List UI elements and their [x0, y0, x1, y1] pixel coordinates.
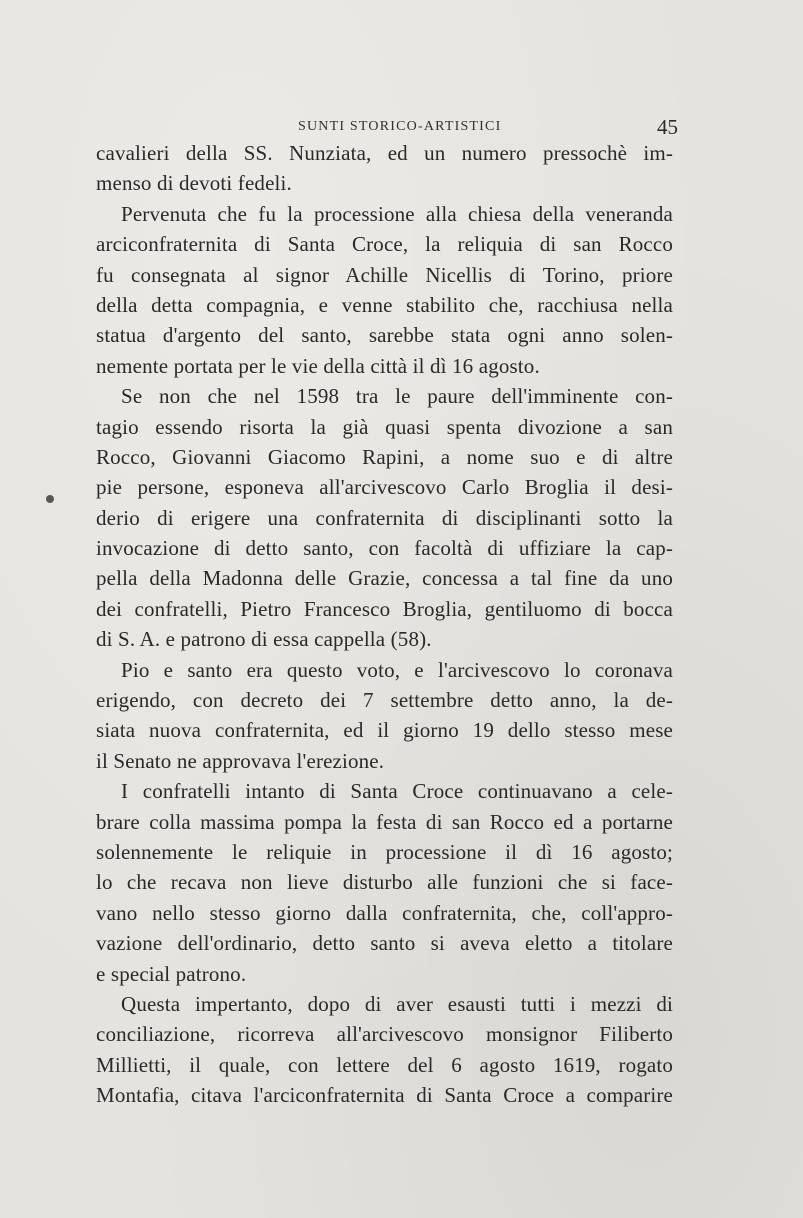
text-line: lo che recava non lieve disturbo alle funzioni che si face- [96, 870, 673, 895]
text-line: conciliazione, ricorreva all'arcivescovo monsignor Filiberto [96, 1022, 673, 1047]
text-line: vano nello stesso giorno dalla confraternita, che, coll'appro- [96, 900, 673, 925]
text-line: il Senato ne approvava l'erezione. [96, 748, 385, 773]
text-line: vazione dell'ordinario, detto santo si aveva eletto a titolare [96, 931, 673, 956]
text-line: di S. A. e patrono di essa cappella (58). [96, 627, 432, 652]
text-line: statua d'argento del santo, sarebbe stata ogni anno solen- [96, 323, 673, 348]
text-line: nemente portata per le vie della città il dì 16 agosto. [96, 353, 540, 378]
text-line: della detta compagnia, e venne stabilito che, racchiusa nella [96, 292, 673, 317]
page-header [298, 117, 678, 139]
text-line: menso di devoti fedeli. [96, 171, 292, 196]
text-line: Pio e santo era questo voto, e l'arcivescovo lo coronava [121, 657, 673, 682]
body-text [96, 138, 673, 1111]
text-line: solennemente le reliquie in processione il dì 16 agosto; [96, 839, 673, 864]
text-line: Questa impertanto, dopo di aver esausti tutti i mezzi di [121, 991, 673, 1016]
text-line: e special patrono. [96, 961, 247, 986]
text-line: Rocco, Giovanni Giacomo Rapini, a nome suo e di altre [96, 444, 673, 469]
text-line: Se non che nel 1598 tra le paure dell'imminente con- [121, 384, 673, 409]
text-line: dei confratelli, Pietro Francesco Broglia, gentiluomo di bocca [96, 596, 673, 621]
text-line: pella della Madonna delle Grazie, concessa a tal fine da uno [96, 566, 673, 591]
text-line: cavalieri della SS. Nunziata, ed un numero pressochè im- [96, 141, 673, 165]
text-line: pie persone, esponeva all'arcivescovo Carlo Broglia il desi- [96, 475, 673, 500]
running-title: SUNTI STORICO-ARTISTICI [298, 119, 502, 134]
text-line: erigendo, con decreto dei 7 settembre detto anno, la de- [96, 688, 673, 713]
text-line: I confratelli intanto di Santa Croce continuavano a cele- [121, 779, 673, 804]
text-line: brare colla massima pompa la festa di san Rocco ed a portarne [96, 809, 673, 834]
text-line: Pervenuta che fu la processione alla chiesa della veneranda [121, 201, 673, 226]
text-line: tagio essendo risorta la già quasi spenta divozione a san [96, 414, 673, 439]
text-line: Montafia, citava l'arciconfraternita di Santa Croce a comparire [96, 1083, 673, 1108]
text-line: derio di erigere una confraternita di disciplinanti sotto la [96, 505, 673, 530]
text-line: Millietti, il quale, con lettere del 6 agosto 1619, rogato [96, 1052, 673, 1077]
margin-mark [46, 495, 54, 503]
text-line: fu consegnata al signor Achille Nicellis di Torino, priore [96, 262, 673, 287]
text-line: arciconfraternita di Santa Croce, la reliquia di san Rocco [96, 232, 673, 257]
text-line: siata nuova confraternita, ed il giorno 19 dello stesso mese [96, 718, 673, 743]
page-number: 45 [657, 115, 678, 139]
text-line: invocazione di detto santo, con facoltà di uffiziare la cap- [96, 536, 673, 561]
